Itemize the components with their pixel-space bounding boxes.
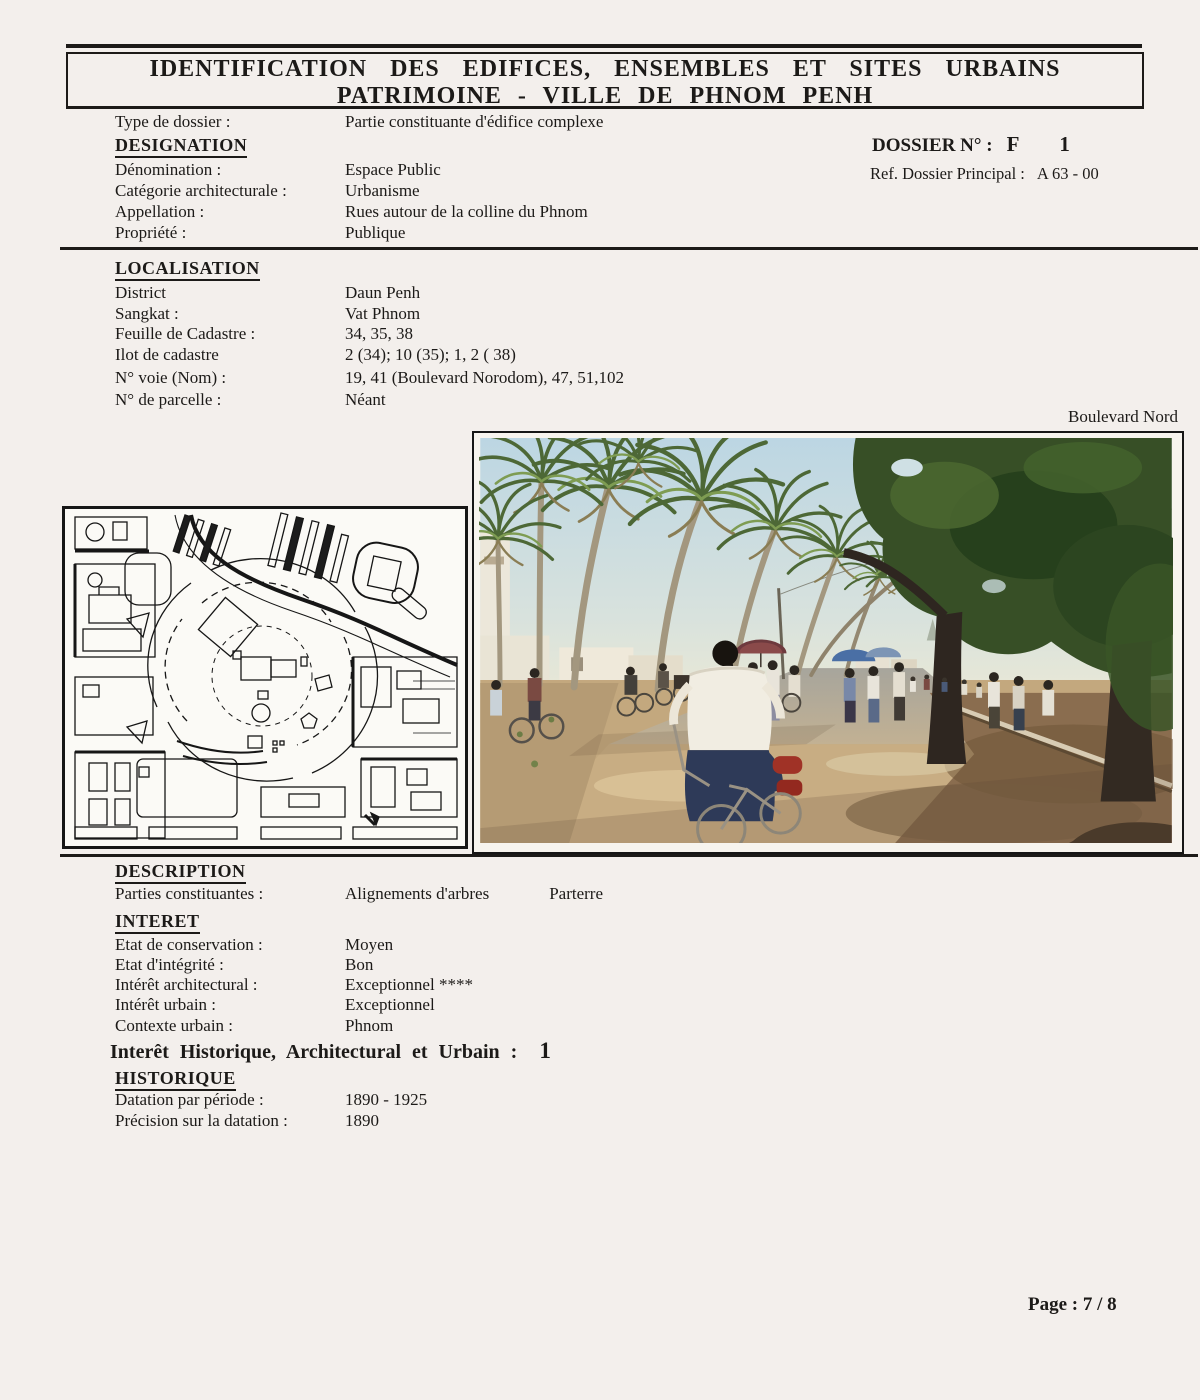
field-value: 34, 35, 38: [345, 324, 413, 343]
header-top-rule: [66, 44, 1142, 48]
dossier-ref-label: Ref. Dossier Principal :: [870, 164, 1025, 183]
field-row: [115, 160, 441, 180]
dossier-ref-value: A 63 - 00: [1036, 164, 1099, 183]
field-row: [115, 1090, 427, 1110]
form-title-box: [66, 52, 1144, 109]
field-label: Catégorie architecturale :: [115, 181, 287, 200]
section-heading-localisation: LOCALISATION: [115, 258, 260, 281]
interest-summary-label: Interêt Historique, Architectural et Urbain :: [110, 1041, 518, 1063]
field-label: Contexte urbain :: [115, 1016, 234, 1035]
field-value: Espace Public: [345, 160, 441, 179]
field-label: Ilot de cadastre: [115, 345, 219, 364]
field-label: Appellation :: [115, 202, 205, 221]
field-label: Etat de conservation :: [115, 935, 263, 954]
field-value: Partie constituante d'édifice complexe: [345, 112, 604, 131]
field-row: [115, 181, 420, 201]
field-row: [115, 1111, 379, 1131]
field-label: Intérêt urbain :: [115, 995, 217, 1014]
dossier-principal-ref: [870, 164, 1099, 184]
field-label: Précision sur la datation :: [115, 1111, 288, 1130]
field-row: [115, 223, 405, 243]
field-row: [115, 935, 393, 955]
dossier-number-label: DOSSIER N° :: [872, 135, 993, 156]
dossier-number-letter: F: [1006, 132, 1020, 156]
field-value-secondary: Parterre: [549, 884, 604, 903]
boulevard-photo-image: [479, 438, 1173, 843]
field-value: Rues autour de la colline du Phnom: [345, 202, 588, 221]
field-value: 1890: [345, 1111, 379, 1130]
field-row: [115, 368, 624, 388]
field-value: Bon: [345, 955, 374, 974]
site-plan-drawing: [65, 509, 459, 840]
section-divider-rule: [60, 247, 1198, 250]
field-value: Urbanisme: [345, 181, 420, 200]
section-heading-designation: DESIGNATION: [115, 135, 247, 158]
field-row: [115, 202, 588, 222]
page-subtitle: PATRIMOINE - VILLE DE PHNOM PENH: [336, 83, 874, 109]
page-number: Page : 7 / 8: [1028, 1294, 1117, 1315]
field-label: Dénomination :: [115, 160, 222, 179]
section-heading-description: DESCRIPTION: [115, 861, 246, 884]
field-value: Exceptionnel: [345, 995, 435, 1014]
photo-caption: Boulevard Nord: [1067, 407, 1178, 426]
field-row: [115, 955, 373, 975]
field-value: Phnom: [345, 1016, 394, 1035]
field-label: District: [115, 283, 166, 302]
field-row: [115, 345, 516, 365]
field-value: Moyen: [345, 935, 394, 954]
section-divider-rule: [60, 854, 1198, 857]
dossier-number: [872, 132, 1070, 157]
field-value: Alignements d'arbres: [345, 884, 490, 903]
field-label: Feuille de Cadastre :: [115, 324, 256, 343]
field-label: N° voie (Nom) :: [115, 368, 227, 387]
boulevard-photo: [472, 431, 1184, 854]
field-label: Type de dossier :: [115, 112, 231, 131]
field-row: [115, 1016, 393, 1036]
field-value: Néant: [345, 390, 386, 409]
page-title: IDENTIFICATION DES EDIFICES, ENSEMBLES ET SITES URBAINS: [149, 56, 1061, 82]
field-row: [115, 995, 435, 1015]
field-value: 19, 41 (Boulevard Norodom), 47, 51,102: [345, 368, 625, 387]
site-plan-map: [62, 506, 468, 849]
section-heading-interet: INTERET: [115, 911, 200, 934]
field-row: [115, 884, 603, 904]
field-row: [115, 304, 420, 324]
field-row: [115, 975, 473, 995]
field-label: Sangkat :: [115, 304, 179, 323]
section-heading-historique: HISTORIQUE: [115, 1068, 236, 1091]
field-label: N° de parcelle :: [115, 390, 222, 409]
dossier-number-digit: 1: [1059, 132, 1070, 156]
interest-summary-value: 1: [539, 1038, 551, 1063]
field-value: 2 (34); 10 (35); 1, 2 ( 38): [345, 345, 516, 364]
field-label: Parties constituantes :: [115, 884, 264, 903]
field-value: 1890 - 1925: [345, 1090, 428, 1109]
field-label: Propriété :: [115, 223, 187, 242]
field-value: Daun Penh: [345, 283, 421, 302]
field-value: Publique: [345, 223, 406, 242]
field-value: Exceptionnel ****: [345, 975, 473, 994]
field-label: Intérêt architectural :: [115, 975, 258, 994]
interest-summary: [110, 1038, 551, 1064]
field-label: Etat d'intégrité :: [115, 955, 224, 974]
field-label: Datation par période :: [115, 1090, 264, 1109]
field-row: [115, 283, 420, 303]
field-row: [115, 112, 603, 132]
field-row: [115, 324, 413, 344]
field-value: Vat Phnom: [345, 304, 421, 323]
field-row: [115, 390, 386, 410]
